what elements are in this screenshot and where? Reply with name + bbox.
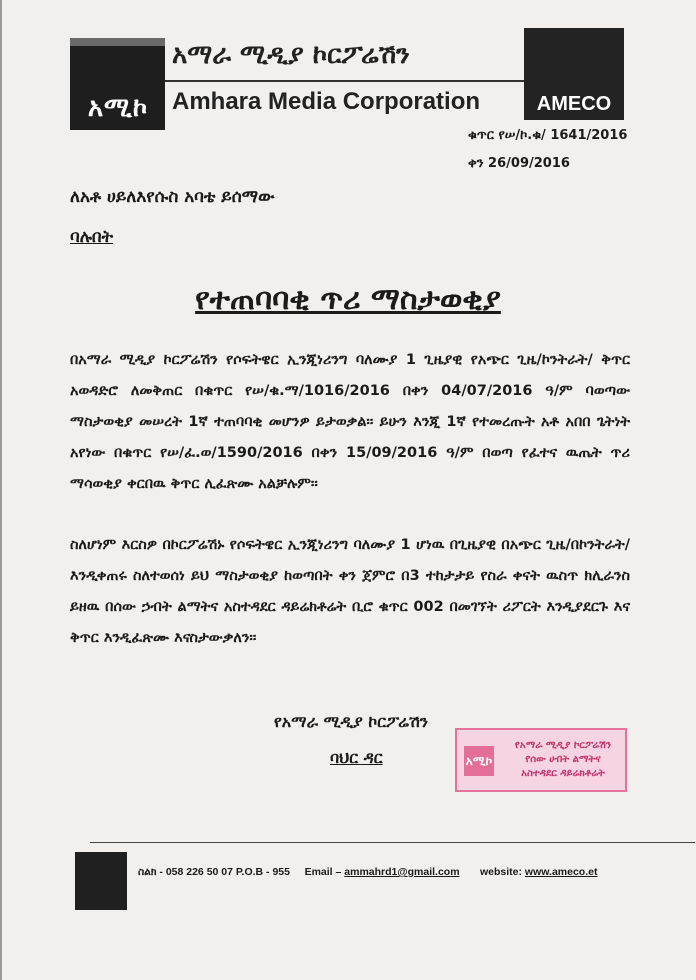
footer-website-label: website: (479, 866, 522, 878)
footer-email[interactable]: ammahrd1@gmail.com (344, 866, 460, 878)
footer-website[interactable]: www.ameco.et (524, 866, 598, 878)
footer-email-label: Email – (304, 866, 342, 878)
letter-title: የተጠባባቂ ጥሪ ማስታወቂያ (195, 282, 501, 317)
stamp-line: የሰው ሀብት ልማትና (525, 754, 601, 765)
body-paragraph-1: በአማራ ሚዲያ ኮርፖሬሽን የሶፍትዌር ኢንጂነሪንግ ባለሙያ 1 ጊዜያዊ የአጭር ጊዜ/ኮንትራት/ ቅጥር አወዳድሮ ለመቅጠር በቁጥር የሠ/ቁ.ማ/1016/2016 በቀን 04/07/2016 ዓ/ም ባወጣው ማስታወቂያ መሠረት 1ኛ ተጠባባቂ መሆንዎ ይታወቃል፡፡ ይሁን እንጂ 1ኛ የተመረጡት አቶ አበበ ጌትነት አየነው በቁጥር የሠ/ፈ.ወ/1590/2016 በቀን 15/09/2016 ዓ/ም በወጣ የፈተና ዉጤት ጥሪ ማሳወቂያ ቀርበዉ ቅጥር ሊፈጽሙ አልቻሉም፡፡ (70, 352, 630, 492)
footer-phone: ስልክ - 058 226 50 07 P.O.B - 955 (138, 866, 290, 878)
signature-location: ባህር ዳር (330, 748, 383, 767)
footer-contact (138, 866, 597, 879)
cc-label: ባሉበት (70, 227, 114, 247)
logo-letters: አሚኮ (87, 93, 149, 123)
stamp-line: የአማራ ሚዲያ ኮርፖሬሽን (514, 740, 612, 751)
stamp-line: አስተዳደር ዳይሬክቶሬት (521, 768, 605, 779)
company-name-english: Amhara Media Corporation (172, 88, 481, 115)
body-paragraph-2: ስለሆነም እርስዎ በኮርፖሬሽኑ የሶፍትዌር ኢንጂነሪንግ ባለሙያ 1 ሆነዉ በጊዜያዊ በአጭር ጊዜ/በኮንትራት/ እንዲቀጠሩ ስለተወሰነ ይህ ማስታወቂያ ከወጣበት ቀን ጀምሮ በ3 ተከታታይ የስራ ቀናት ዉስጥ ክሊራንስ ይዘዉ በሰው ኃብት ልማትና አስተዳደር ዳይሬክቶሬት ቢሮ ቁጥር 002 በመገኘት ሪፖርት እንዲያደርጉ እና ቅጥር እንዲፈጽሙ እናስታውቃለን፡፡ (70, 537, 630, 646)
reference-number: ቁጥር የሠ/ኮ.ቁ/ 1641/2016 (468, 128, 628, 143)
header-divider (165, 80, 525, 82)
ameco-badge (524, 28, 624, 120)
footer-logo-block (75, 852, 127, 910)
ameco-logo (70, 38, 165, 130)
stamp-logo: አሚኮ (464, 746, 494, 776)
letter-date: ቀን 26/09/2016 (468, 156, 570, 171)
signature-organization: የአማራ ሚዲያ ኮርፖሬሽን (274, 712, 429, 731)
ameco-badge-text: AMECO (536, 93, 612, 115)
company-name-amharic: አማራ ሚዲያ ኮርፖሬሽን (172, 40, 410, 70)
footer-divider (90, 842, 695, 843)
official-stamp (455, 728, 627, 792)
scan-edge (0, 0, 2, 980)
addressee: ለአቶ ሀይለእየሱስ አባቴ ይሰማው (70, 187, 275, 207)
